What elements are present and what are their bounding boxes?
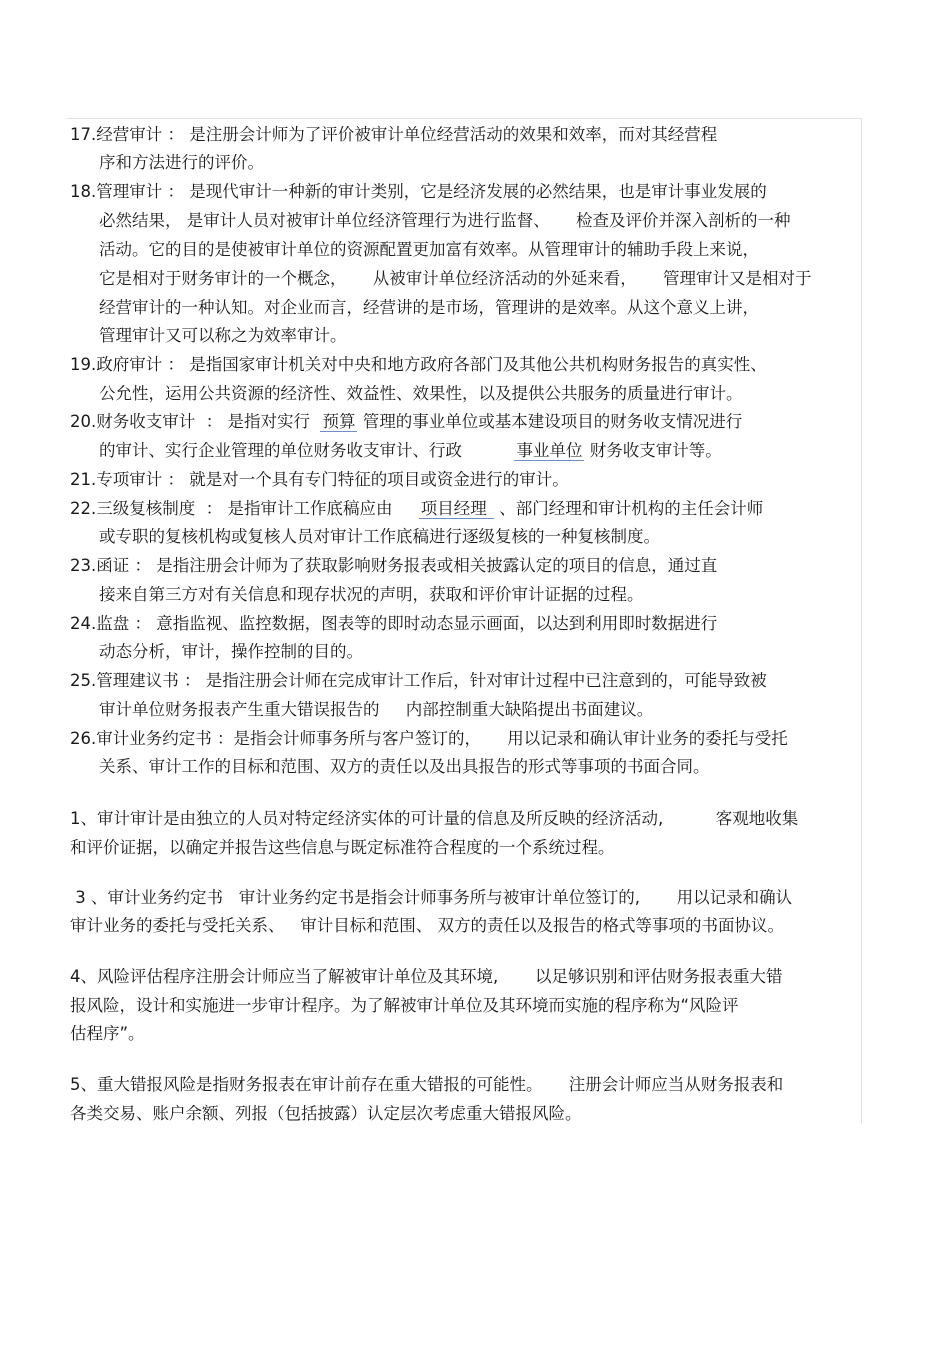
entry-22-line-2: 或专职的复核机构或复核人员对审计工作底稿进行逐级复核的一种复核制度。 (99, 527, 660, 546)
entry-19-line-2: 公允性，运用公共资源的经济性、效益性、效果性，以及提供公共服务的质量进行审计。 (99, 384, 743, 403)
entry-number: 20. (70, 412, 97, 431)
entry-18-line-4: 它是相对于财务审计的一个概念， 从被审计单位经济活动的外延来看， 管理审计又是相对于 (99, 269, 812, 288)
entry-number: 26. (70, 729, 97, 748)
entry-26-line-2: 关系、审计工作的目标和范围、双方的责任以及出具报告的形式等事项的书面合同。 (99, 757, 710, 776)
entry-18-line-5: 经营审计的一种认知。对企业而言，经营讲的是市场，管理讲的是效率。从这个意义上讲， (99, 298, 759, 317)
link-public-institution[interactable]: 事业单位 (516, 441, 583, 460)
entry-number: 24. (70, 614, 97, 633)
paragraph-4-line-2: 报风险，设计和实施进一步审计程序。为了解被审计单位及其环境而实施的程序称为“风险评 (70, 996, 739, 1015)
paragraph-3-line-1: 3 、审计业务约定书 审计业务约定书是指会计师事务所与被审计单位签订的, 用以记录和确认 (70, 888, 793, 907)
entry-21-line-1: 21.专项审计 ： 就是对一个具有专门特征的项目或资金进行的审计。 (70, 470, 569, 489)
entry-17-line-1: 17.经营审计 ： 是注册会计师为了评价被审计单位经营活动的效果和效率，而对其经营程 (70, 125, 718, 144)
paragraph-1-line-2: 和评价证据，以确定并报告这些信息与既定标准符合程度的一个系统过程。 (70, 838, 615, 857)
paragraph-4-line-1: 4、风险评估程序注册会计师应当了解被审计单位及其环境, 以足够识别和评估财务报表重大错 (70, 967, 783, 986)
entry-number: 17. (70, 125, 97, 144)
entry-24-line-2: 动态分析，审计，操作控制的目的。 (99, 642, 363, 661)
entry-22-line-1: 22.三级复核制度 ： 是指审计工作底稿应由 项目经理 、部门经理和审计机构的主任会计师 (70, 499, 764, 518)
entry-18-line-2: 必然结果， 是审计人员对被审计单位经济管理行为进行监督、 检查及评价并深入剖析的一种 (99, 211, 791, 230)
entry-23-line-1: 23.函证 ： 是指注册会计师为了获取影响财务报表或相关披露认定的项目的信息，通过直 (70, 556, 718, 575)
entry-number: 18. (70, 182, 97, 201)
paragraph-3-line-2: 审计业务的委托与受托关系、 审计目标和范围、 双方的责任以及报告的格式等事项的书面协议。 (70, 916, 784, 935)
link-project-manager[interactable]: 项目经理 (420, 499, 492, 518)
paragraph-5-line-1: 5、重大错报风险是指财务报表在审计前存在重大错报的可能性。 注册会计师应当从财务报表和 (70, 1075, 784, 1094)
entry-18-line-6: 管理审计又可以称之为效率审计。 (99, 326, 347, 345)
entry-number: 19. (70, 355, 97, 374)
entry-19-line-1: 19.政府审计 ： 是指国家审计机关对中央和地方政府各部门及其他公共机构财务报告的真实性、 (70, 355, 767, 374)
entry-20-line-2: 的审计、实行企业管理的单位财务收支审计、行政 事业单位 财务收支审计等。 (99, 441, 722, 460)
entry-25-line-2: 审计单位财务报表产生重大错误报告的 内部控制重大缺陷提出书面建议。 (99, 700, 654, 719)
entry-23-line-2: 接来自第三方对有关信息和现存状况的声明，获取和评价审计证据的过程。 (99, 585, 644, 604)
entry-17-line-2: 序和方法进行的评价。 (99, 153, 264, 172)
paragraph-5-line-2: 各类交易、账户余额、列报（包括披露）认定层次考虑重大错报风险。 (70, 1104, 582, 1123)
entry-20-line-1: 20.财务收支审计 ： 是指对实行 预算 管理的事业单位或基本建设项目的财务收支情况进行 (70, 412, 743, 431)
entry-number: 22. (70, 499, 97, 518)
entry-18-line-3: 活动。它的目的是使被审计单位的资源配置更加富有效率。从管理审计的辅助手段上来说， (99, 240, 759, 259)
paragraph-4-line-3: 估程序”。 (70, 1024, 145, 1043)
entry-25-line-1: 25.管理建议书 ： 是指注册会计师在完成审计工作后，针对审计过程中已注意到的，可能导致被 (70, 671, 767, 690)
entry-number: 23. (70, 556, 97, 575)
entry-18-line-1: 18.管理审计 ： 是现代审计一种新的审计类别，它是经济发展的必然结果，也是审计事业发展的 (70, 182, 767, 201)
entry-number: 21. (70, 470, 97, 489)
entry-24-line-1: 24.监盘 ： 意指监视、监控数据，图表等的即时动态显示画面，以达到利用即时数据进行 (70, 614, 718, 633)
link-budget[interactable]: 预算 (322, 412, 356, 431)
entry-number: 25. (70, 671, 97, 690)
entry-26-line-1: 26.审计业务约定书 ：是指会计师事务所与客户签订的， 用以记录和确认审计业务的委托与受托 (70, 729, 788, 748)
paragraph-1-line-1: 1、审计审计是由独立的人员对特定经济实体的可计量的信息及所反映的经济活动, 客观地收集 (70, 809, 799, 828)
